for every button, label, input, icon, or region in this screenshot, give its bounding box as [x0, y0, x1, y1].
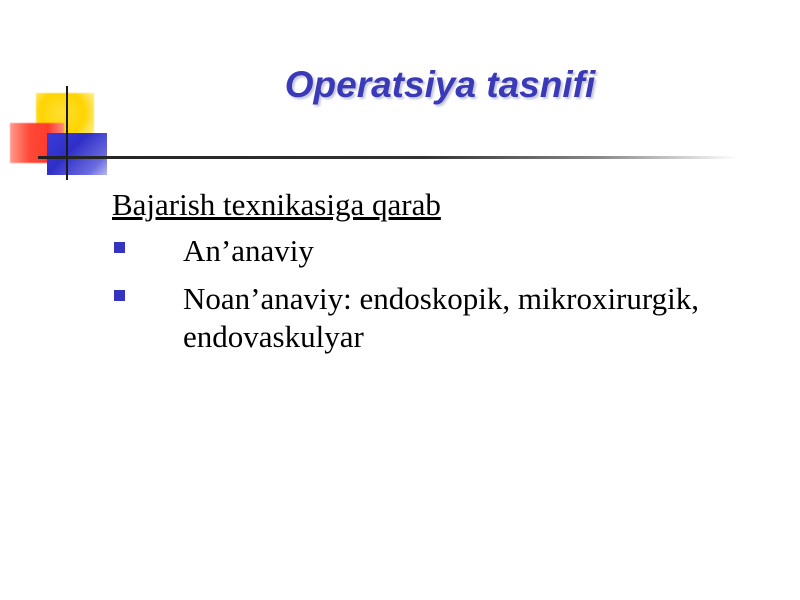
- decorative-logo: [0, 0, 120, 190]
- square-bullet-icon: [114, 242, 125, 253]
- blue-square-shape: [47, 133, 107, 175]
- bullet-item: [112, 232, 782, 270]
- bullet-item: [112, 280, 782, 356]
- bullet-text: An’anaviy: [183, 233, 314, 268]
- subheading: Bajarish texnikasiga qarab: [112, 187, 441, 222]
- slide-content: [112, 186, 782, 366]
- vertical-divider: [66, 86, 68, 180]
- title-underline-divider: [38, 156, 738, 159]
- bullet-text: Noan’anaviy: endoskopik, mikroxirurgik, endovaskulyar: [183, 281, 700, 354]
- square-bullet-icon: [114, 290, 125, 301]
- bullet-list: [112, 232, 782, 356]
- slide-title: Operatsiya tasnifi: [284, 64, 596, 105]
